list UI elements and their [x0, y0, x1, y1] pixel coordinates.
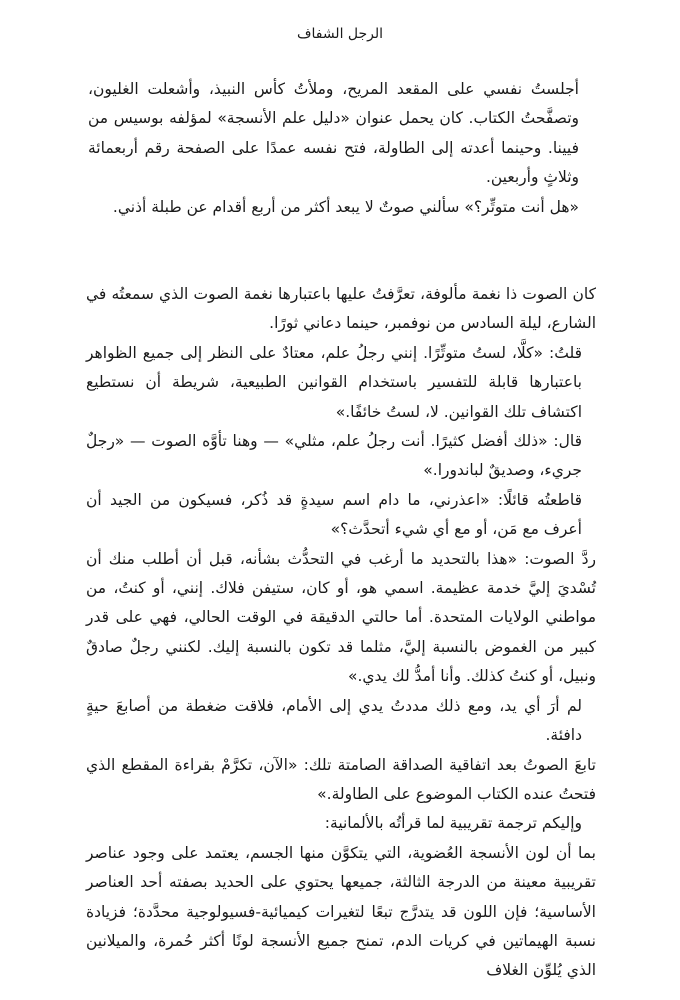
- paragraph: قلتُ: «كلَّا، لستُ متوتِّرًا. إنني رجلُ علم، معتادٌ على النظر إلى جميع الظواهر باعتبارها قابلة للتفسير باستخدام القوانين الطبيعية، شريطة أن نستطيع اكتشاف تلك القوانين. لا، لستُ خائفًا.»: [86, 343, 582, 421]
- running-header-title: الرجل الشفاف: [296, 26, 384, 42]
- main-text-block: [86, 280, 596, 986]
- paragraph: ردَّ الصوت: «هذا بالتحديد ما أرغب في التحدُّث بشأنه، قبل أن أطلب منك أن تُسْديَ إليَّ خدمة عظيمة. اسمي هو، أو كان، ستيفن فلاك. إنني، أو كنتُ، من مواطني الولايات المتحدة. أما حالتي الدقيقة في الوقت الحالي، فهي على قدر كبير من الغموض بالنسبة إليَّ، مثلما قد تكون بالنسبة إليك. لكنني رجلٌ صادقٌ ونبيل، أو كنتُ كذلك. وأنا أمدُّ لك يدي.»: [86, 549, 596, 686]
- paragraph: أجلستُ نفسي على المقعد المريح، وملأتُ كأس النبيذ، وأشعلت الغليون، وتصفَّحتُ الكتاب. كان يحمل عنوان «دليل علم الأنسجة» لمؤلفه بوسيس من فيينا. وحينما أعدته إلى الطاولة، فتح نفسه عمدًا على الصفحة رقم أربعمائة وثلاثٍ وأربعين.: [88, 80, 579, 187]
- paragraph: قال: «ذلك أفضل كثيرًا. أنت رجلُ علم، مثلي» — وهنا تأوَّه الصوت — «رجلٌ جريء، وصديقٌ لباندورا.»: [86, 432, 582, 480]
- paragraph: بما أن لون الأنسجة العُضوية، التي يتكوَّن منها الجسم، يعتمد على وجود عناصر تقريبية معينة من الدرجة الثالثة، جميعها يحتوي على الحديد بصفته أحد العناصر الأساسية؛ فإن اللون قد يتدرَّج تبعًا لتغيرات كيميائية-فسيولوجية محدَّدة؛ فزيادة نسبة الهيماتين في كريات الدم، تمنح جميع الأنسجة لونًا أكثر حُمرة، والميلانين الذي يُلوِّن الغلاف: [86, 843, 596, 980]
- paragraph: وإليكم ترجمة تقريبية لما قرأتُه بالألمانية:: [324, 814, 582, 833]
- paragraph: قاطعتُه قائلًا: «اعذرني، ما دام اسم سيدةٍ قد ذُكر، فسيكون من الجيد أن أعرف مع مَن، أو مع أي شيء أتحدَّث؟»: [86, 490, 582, 539]
- top-text-block: [88, 75, 593, 222]
- paragraph: «هل أنت متوتِّر؟» سألني صوتٌ لا يبعد أكثر من أربع أقدام عن طبلة أذني.: [112, 197, 579, 216]
- paragraph: كان الصوت ذا نغمة مألوفة، تعرَّفتُ عليها باعتبارها نغمة الصوت الذي سمعتُه في الشارع، ليلة السادس من نوفمبر، حينما دعاني ثورًا.: [86, 285, 596, 333]
- paragraph: تابعَ الصوتُ بعد اتفاقية الصداقة الصامتة تلك: «الآن، تكرَّمْ بقراءة المقطع الذي فتحتُ عنده الكتاب الموضوع على الطاولة.»: [86, 755, 596, 803]
- paragraph: لم أرَ أي يد، ومع ذلك مددتُ يدي إلى الأمام، فلاقت ضغطة من أصابعَ حيةٍ دافئة.: [86, 696, 582, 745]
